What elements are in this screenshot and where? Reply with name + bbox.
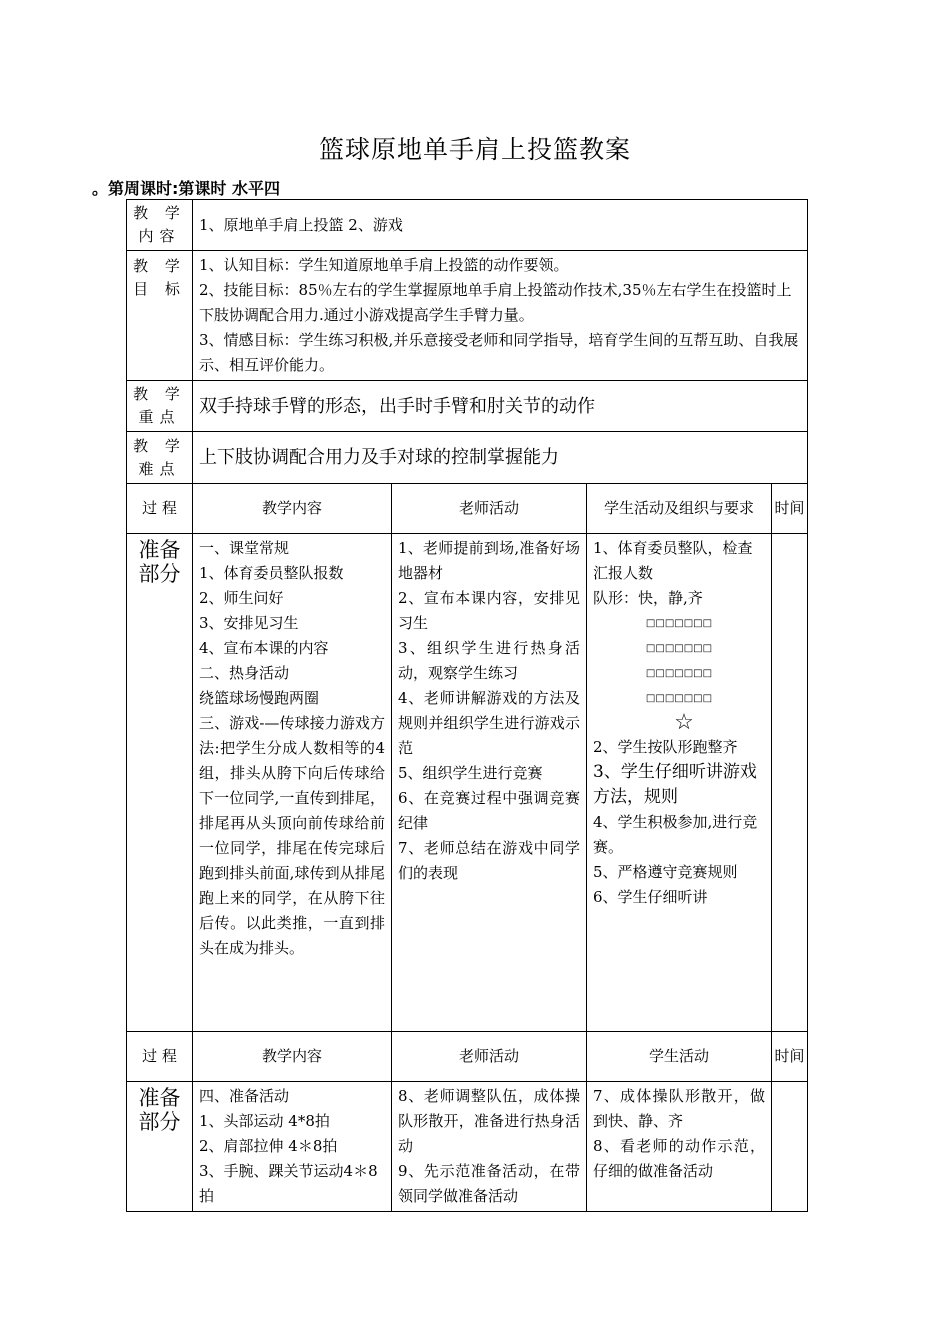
phase-label: 准备部分 <box>127 534 193 1032</box>
teacher-line: 6、在竞赛过程中强调竞赛纪律 <box>398 789 580 832</box>
difficulty-label: 教 学 难点 <box>127 432 193 484</box>
content-line: 1、体育委员整队报数 <box>199 564 344 582</box>
teacher-line: 3、组织学生进行热身活动，观察学生练习 <box>398 639 580 682</box>
goal-cognitive: 1、认知目标：学生知道原地单手肩上投篮的动作要领。 <box>199 256 569 274</box>
warmup-teacher-cell <box>392 1082 587 1212</box>
content-line: 绕篮球场慢跑两圈 <box>199 689 320 707</box>
formation-row: □□□□□□□ <box>645 643 713 654</box>
warmup-time-cell <box>772 1082 808 1212</box>
warmup-section-row <box>127 1082 808 1212</box>
goals-row <box>127 251 808 381</box>
student-line: 队形：快，静,齐 <box>593 589 703 607</box>
formation-row: □□□□□□□ <box>645 693 713 704</box>
teacher-line: 4、老师讲解游戏的方法及规则并组织学生进行游戏示范 <box>398 689 580 757</box>
header-row-1 <box>127 484 808 534</box>
student-line: 7、成体操队形散开，做到快、静、齐 <box>593 1087 765 1130</box>
header-student: 学生活动 <box>587 1032 772 1082</box>
key-point-text: 双手持球手臂的形态，出手时手臂和肘关节的动作 <box>193 381 808 432</box>
content-label: 教 学 内容 <box>127 200 193 251</box>
prep-section-row <box>127 534 808 1032</box>
content-line: 3、手腕、踝关节运动4＊8拍 <box>199 1162 378 1205</box>
header-row-2 <box>127 1032 808 1082</box>
content-line: 2、师生问好 <box>199 589 284 607</box>
student-line: 3、学生仔细听讲游戏方法，规则 <box>593 762 757 807</box>
teacher-line: 9、先示范准备活动，在带领同学做准备活动 <box>398 1162 580 1205</box>
key-point-label: 教 学 重点 <box>127 381 193 432</box>
formation-row: □□□□□□□ <box>645 668 713 679</box>
student-line: 2、学生按队形跑整齐 <box>593 738 738 756</box>
content-line: 4、宣布本课的内容 <box>199 639 329 657</box>
teacher-line: 5、组织学生进行竞赛 <box>398 764 543 782</box>
content-line: 二、热身活动 <box>199 664 290 682</box>
student-line: 5、严格遵守竞赛规则 <box>593 863 738 881</box>
difficulty-row <box>127 432 808 484</box>
header-student: 学生活动及组织与要求 <box>587 484 772 534</box>
content-row <box>127 200 808 251</box>
goals-text <box>193 251 808 381</box>
phase-label: 准备部分 <box>127 1082 193 1212</box>
student-line: 8、看老师的动作示范，仔细的做准备活动 <box>593 1137 765 1180</box>
difficulty-text: 上下肢协调配合用力及手对球的控制掌握能力 <box>193 432 808 484</box>
header-content: 教学内容 <box>193 484 392 534</box>
warmup-content-cell <box>193 1082 392 1212</box>
goals-label: 教 学 目 标 <box>127 251 193 381</box>
teacher-line: 8、老师调整队伍，成体操队形散开，准备进行热身活动 <box>398 1087 580 1155</box>
content-line: 3、安排见习生 <box>199 614 299 632</box>
content-line: 一、课堂常规 <box>199 539 290 557</box>
page-title: 篮球原地单手肩上投篮教案 <box>318 135 631 164</box>
content-line: 1、头部运动 4*8拍 <box>199 1112 330 1130</box>
star-icon: ☆ <box>674 710 694 735</box>
header-teacher: 老师活动 <box>392 1032 587 1082</box>
teacher-line: 7、老师总结在游戏中同学们的表现 <box>398 839 580 882</box>
header-time: 时间 <box>772 1032 808 1082</box>
content-text: 1、原地单手肩上投篮 2、游戏 <box>193 200 808 251</box>
content-line: 2、肩部拉伸 4＊8拍 <box>199 1137 338 1155</box>
warmup-student-cell <box>587 1082 772 1212</box>
prep-time-cell <box>772 534 808 1032</box>
prep-content-cell <box>193 534 392 1032</box>
header-content: 教学内容 <box>193 1032 392 1082</box>
goal-skill: 2、技能目标：85％左右的学生掌握原地单手肩上投篮动作技术,35％左右学生在投篮时上下肢协调配合用力.通过小游戏提高学生手臂力量。 <box>199 281 792 324</box>
key-point-row <box>127 381 808 432</box>
header-process: 过 程 <box>127 1032 193 1082</box>
header-time: 时间 <box>772 484 808 534</box>
content-line: 四、准备活动 <box>199 1087 290 1105</box>
goal-affective: 3、情感目标：学生练习积极,并乐意接受老师和同学指导，培育学生间的互帮互助、自我展示、相互评价能力。 <box>199 331 799 374</box>
header-process: 过 程 <box>127 484 193 534</box>
lesson-info: 。第周课时:第课时 水平四 <box>92 179 280 198</box>
student-line: 1、体育委员整队，检查汇报人数 <box>593 539 753 582</box>
teacher-line: 2、宣布本课内容，安排见习生 <box>398 589 580 632</box>
teacher-line: 1、老师提前到场,准备好场地器材 <box>398 539 580 582</box>
header-teacher: 老师活动 <box>392 484 587 534</box>
student-line: 6、学生仔细听讲 <box>593 888 708 906</box>
formation-row: □□□□□□□ <box>645 618 713 629</box>
content-line: 三、游戏-—传球接力游戏方法:把学生分成人数相等的4组，排头从胯下向后传球给下一位同学,一直传到排尾，排尾再从头顶向前传球给前一位同学，排尾在传完球后跑到排头前面,球传到从排尾跑上来的同学，在从胯下往后传。以此类推，一直到排头在成为排头。 <box>199 714 385 957</box>
lesson-plan-table <box>126 199 808 1212</box>
prep-student-cell <box>587 534 772 1032</box>
student-line: 4、学生积极参加,进行竞赛。 <box>593 813 758 856</box>
prep-teacher-cell <box>392 534 587 1032</box>
